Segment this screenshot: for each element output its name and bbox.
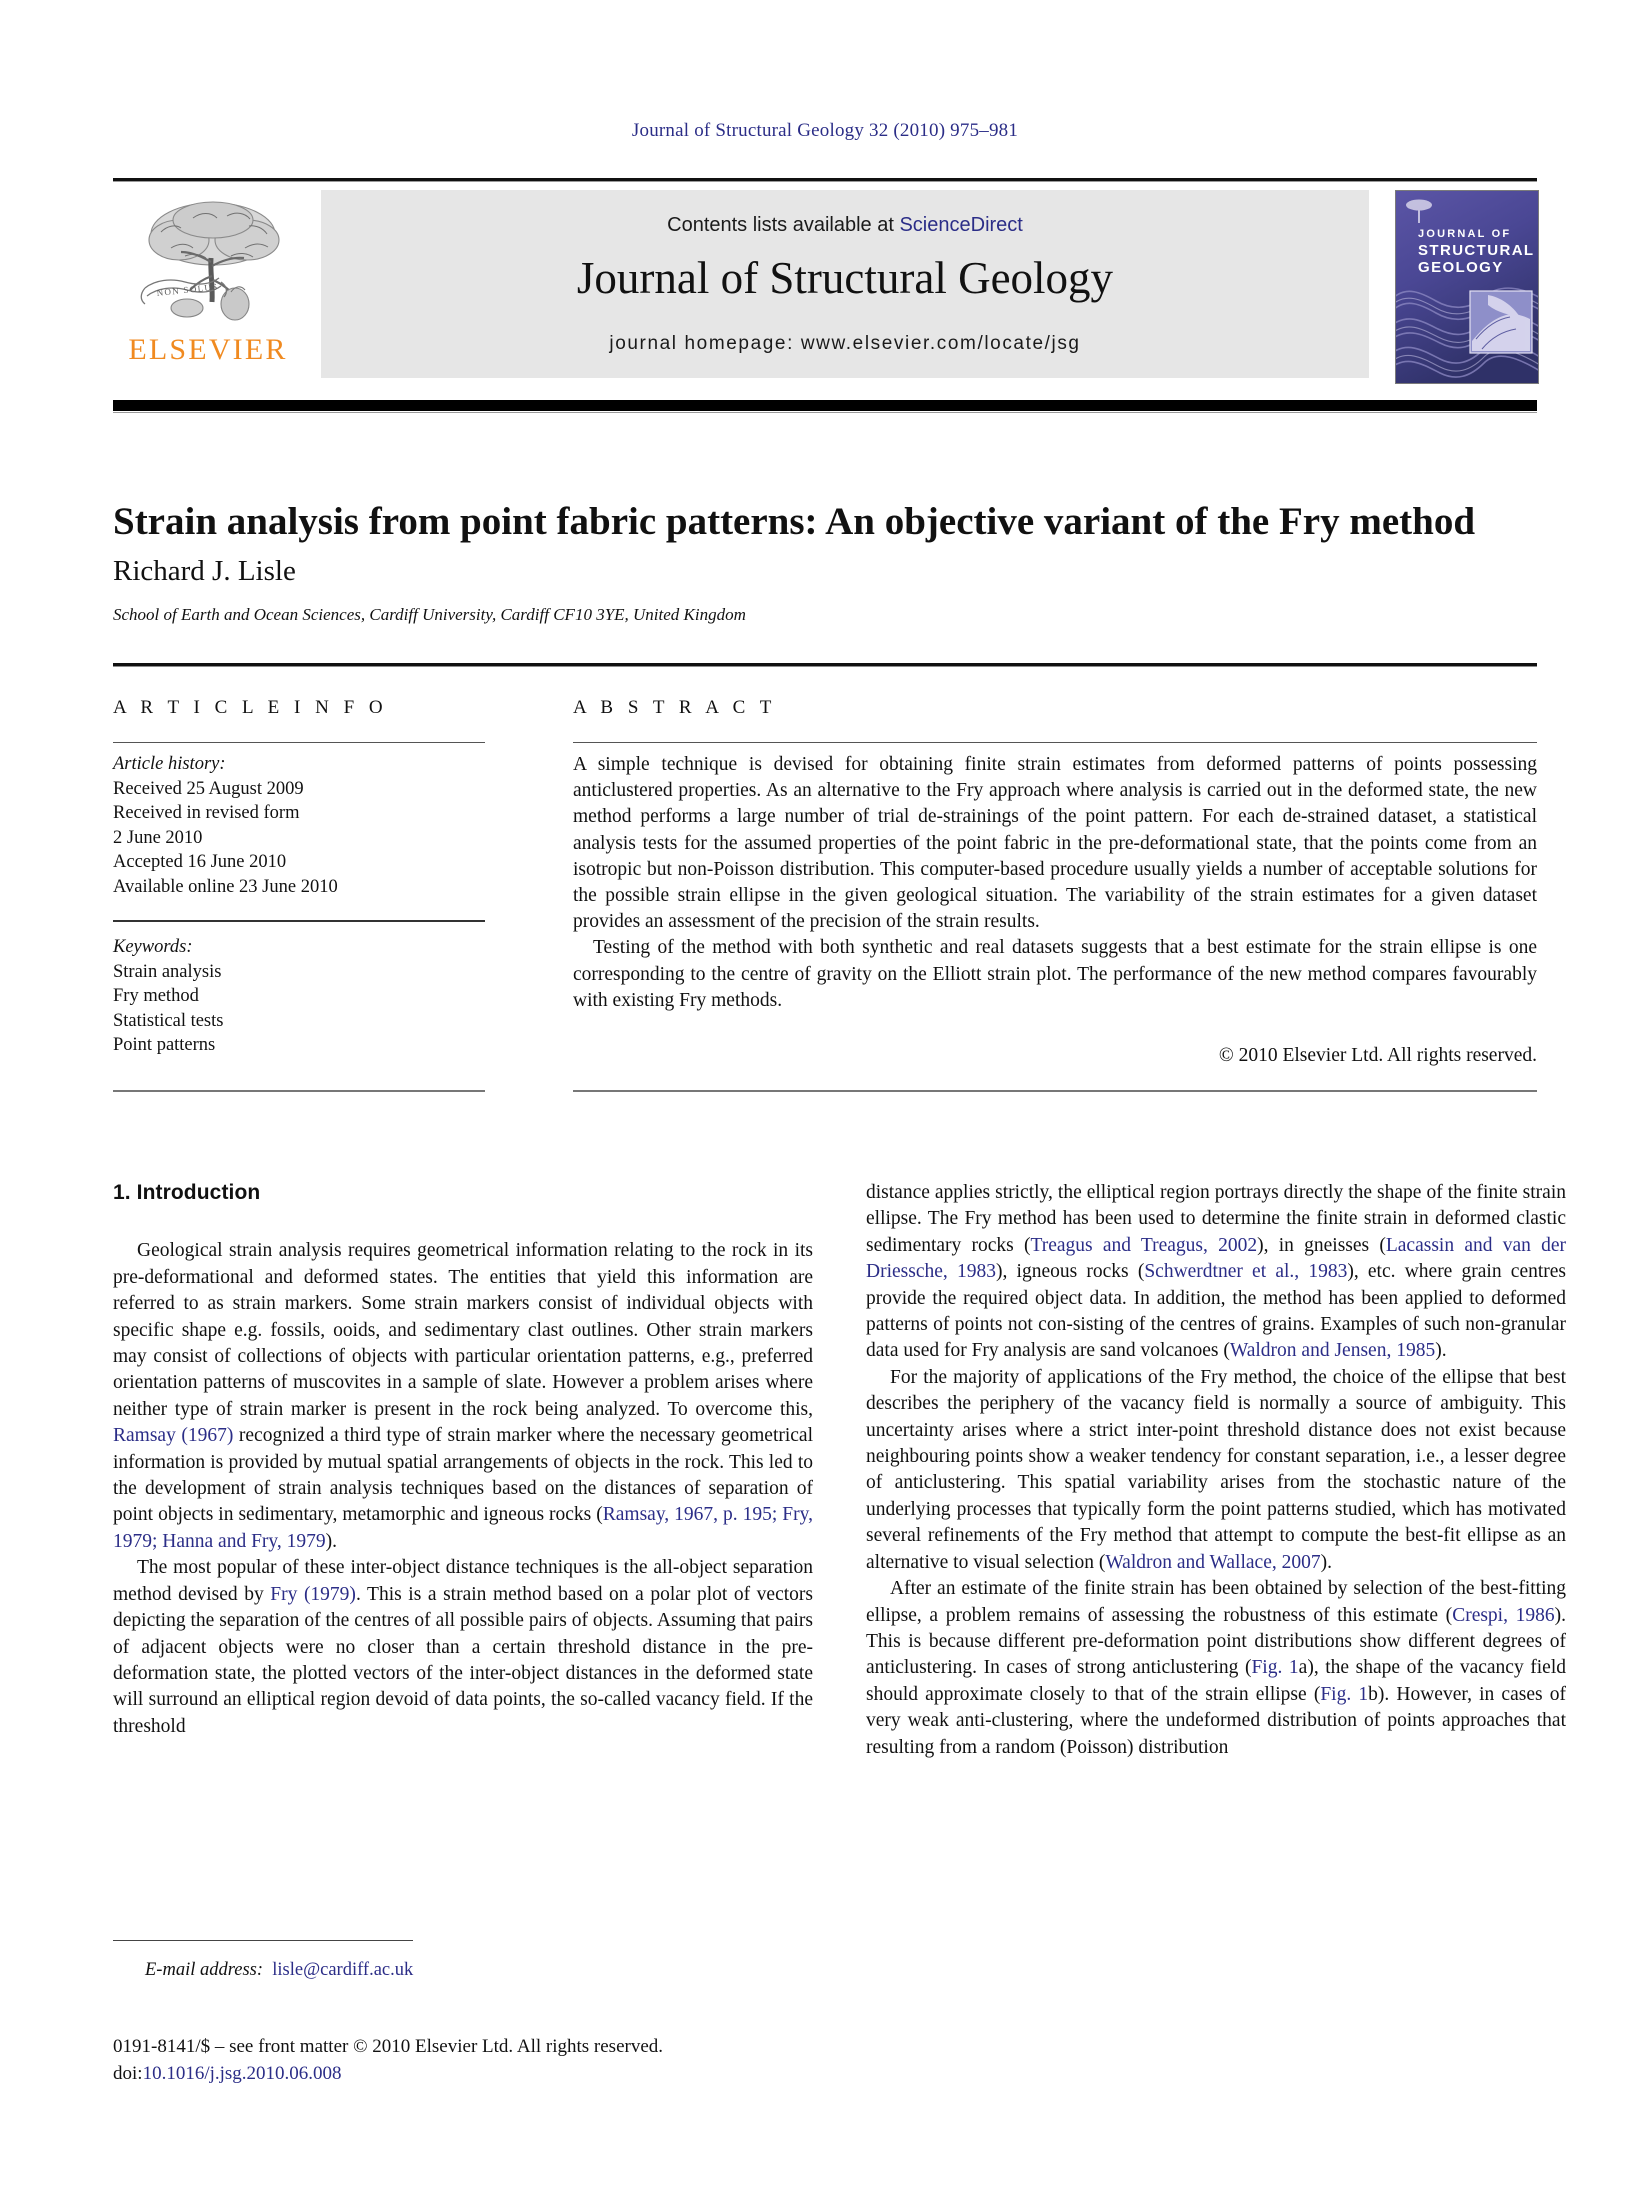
email-footnote [113, 1960, 813, 1981]
abstract-bottom-rule [573, 1090, 1537, 1092]
email-link[interactable]: lisle@cardiff.ac.uk [272, 1960, 414, 1980]
svg-text:NON SOLUS: NON SOLUS [156, 281, 219, 298]
keyword-item: Point patterns [113, 1035, 216, 1055]
header-top-rule [113, 178, 1537, 182]
keywords-block [113, 935, 493, 1058]
author-name: Richard J. Lisle [113, 555, 296, 587]
abstract-paragraph: Testing of the method with both synthetic and real datasets suggests that a best estimate for the strain ellipse is one corresponding to the centre of gravity on the Elliott strain plot. The performance of the new method compares favourably with existing Fry methods. [573, 937, 1537, 1011]
cover-line-2: STRUCTURAL [1418, 242, 1535, 259]
citation-link[interactable]: Fry (1979) [270, 1583, 356, 1605]
citation-link[interactable]: Ramsay, 1967, p. 195; Fry, 1979; Hanna and Fry, 1979 [113, 1504, 814, 1552]
elsevier-logo [113, 190, 303, 390]
contents-prefix: Contents lists available at [667, 214, 900, 236]
journal-header-band [113, 190, 1537, 390]
citation-link[interactable]: Crespi, 1986 [1452, 1604, 1555, 1626]
body-paragraph: After an estimate of the finite strain has been obtained by selection of the best-fitting ellipse, a problem remains of assessing the robustness of this estimate (Crespi, 1986). This is because different pre-deformation point distributions show different degrees of anticlustering. In cases of strong anticlustering (Fig. 1a), the shape of the vacancy field should approximate closely to that of the strain ellipse (Fig. 1b). However, in cases of very weak anti-clustering, where the undeformed distribution of points approaches that resulting from a random (Poisson) distribution [866, 1578, 1567, 1758]
abstract-copyright: © 2010 Elsevier Ltd. All rights reserved. [1218, 1045, 1537, 1066]
citation-link[interactable]: Fig. 1 [1320, 1683, 1369, 1705]
doi-line [113, 2060, 873, 2087]
citation-link[interactable]: Treagus and Treagus, 2002 [1030, 1234, 1258, 1256]
doi-label: doi: [113, 2063, 143, 2084]
citation-link[interactable]: Waldron and Wallace, 2007 [1105, 1551, 1321, 1573]
history-item: Received 25 August 2009 [113, 778, 304, 799]
affiliation: School of Earth and Ocean Sciences, Cardiff University, Cardiff CF10 3YE, United Kingdom [113, 605, 746, 624]
left-column-paragraphs [113, 1238, 813, 1740]
cover-line-3: GEOLOGY [1418, 259, 1504, 276]
issn-line: 0191-8141/$ – see front matter © 2010 Elsevier Ltd. All rights reserved. [113, 2036, 664, 2057]
elsevier-tree-icon [127, 192, 297, 332]
citation-link[interactable]: Schwerdtner et al., 1983 [1144, 1261, 1348, 1283]
abstract-text [573, 752, 1537, 1014]
email-label: E-mail address: [145, 1960, 264, 1980]
keyword-item: Strain analysis [113, 961, 222, 982]
keywords-label: Keywords: [113, 937, 193, 957]
right-column-paragraphs [866, 1180, 1566, 1761]
contents-available-line [321, 214, 1369, 237]
footer-imprint [113, 2033, 873, 2087]
elsevier-wordmark: ELSEVIER [128, 333, 288, 366]
body-paragraph: distance applies strictly, the elliptical region portrays directly the shape of the finite strain ellipse. The Fry method has been used to determine the finite strain in deformed clastic sedimentary rocks (Treagus and Treagus, 2002), in gneisses (Lacassin and van der Driessche, 1983), igneous rocks (Schwerdtner et al., 1983), etc. where grain centres provide the required object data. In addition, the method has been applied to deformed patterns of points not con-sisting of the centres of grains. Examples of such non-granular data used for Fry analysis are sand volcanoes (Waldron and Jensen, 1985). [866, 1182, 1567, 1362]
history-item: Accepted 16 June 2010 [113, 852, 287, 872]
abstract-heading: A B S T R A C T [573, 697, 777, 718]
abstract-paragraph: A simple technique is devised for obtaining finite strain estimates from deformed patterns of points possessing anticlustered properties. As an alternative to the Fry approach where analysis is carried out in the deformed state, the new method performs a large number of trial de-strainings of the point pattern. For each de-strained dataset, a statistical analysis tests for the assumed properties of the point fabric in the pre-deformational state, that the points come from an isotropic but non-Poisson distribution. This computer-based procedure usually yields a number of acceptable solutions for the possible strain ellipse in the given geological situation. The variability of the strain estimates for a given dataset provides an assessment of the precision of the strain results. [573, 754, 1537, 933]
citation-link[interactable]: Fig. 1 [1251, 1657, 1299, 1679]
citation-link[interactable]: Ramsay (1967) [113, 1425, 234, 1447]
header-bottom-bar [113, 400, 1537, 411]
article-history-label: Article history: [113, 754, 226, 774]
history-item: 2 June 2010 [113, 827, 203, 848]
citation-link[interactable]: Lacassin and van der Driessche, 1983 [866, 1234, 1566, 1283]
article-info-bottom-rule [113, 1090, 485, 1092]
body-paragraph: The most popular of these inter-object distance techniques is the all-object separation method devised by Fry (1979). This is a strain method based on a polar plot of vectors depicting the separation of the centres of all possible pairs of objects. Assuming that pairs of adjacent objects were no closer than a certain threshold distance in the pre-deformation state, the plotted vectors of the inter-object distances in the deformed state will surround an elliptical region devoid of data points, the so-called vacancy field. If the threshold [113, 1557, 813, 1737]
journal-homepage-link[interactable]: journal homepage: www.elsevier.com/locate/jsg [609, 333, 1081, 354]
cover-line-1: JOURNAL OF [1418, 228, 1512, 240]
article-info-rule [113, 742, 485, 743]
history-item: Received in revised form [113, 803, 300, 823]
body-column-left [113, 1180, 813, 1740]
sciencedirect-link[interactable]: ScienceDirect [899, 214, 1023, 236]
keyword-item: Fry method [113, 986, 199, 1006]
abstract-top-rule [573, 742, 1537, 743]
article-history [113, 752, 493, 899]
body-column-right [866, 1180, 1566, 1761]
footnote-separator [113, 1940, 413, 1941]
citation-link[interactable]: Waldron and Jensen, 1985 [1229, 1340, 1436, 1362]
body-paragraph: Geological strain analysis requires geometrical information relating to the rock in its pre-deformational and deformed states. The entities that yield this information are referred to as strain markers. Some strain markers consist of individual objects with specific shape e.g. fossils, ooids, and sedimentary clast outlines. Other strain markers may consist of collections of objects with particular orientation patterns, e.g., preferred orientation patterns of muscovites in a sample of slate. However a problem arises where neither type of strain marker is present in the rock being analyzed. To overcome this, Ramsay (1967) recognized a third type of strain marker where the necessary geometrical information is provided by mutual spatial arrangements of objects in the rock. This led to the development of strain analysis techniques based on the distances of separation of point objects in sedimentary, metamorphic and igneous rocks (Ramsay, 1967, p. 195; Fry, 1979; Hanna and Fry, 1979). [113, 1240, 814, 1552]
article-info-heading: A R T I C L E I N F O [113, 697, 388, 718]
running-head: Journal of Structural Geology 32 (2010) 975–981 [631, 120, 1019, 141]
keyword-item: Statistical tests [113, 1010, 224, 1031]
keywords-top-rule [113, 920, 485, 922]
journal-title: Journal of Structural Geology [576, 253, 1114, 303]
contents-box [321, 190, 1369, 378]
journal-cover-thumbnail[interactable] [1395, 190, 1539, 384]
section-heading-introduction: 1. Introduction [113, 1181, 261, 1204]
body-paragraph: For the majority of applications of the Fry method, the choice of the ellipse that best describes the periphery of the vacancy field is normally a source of ambiguity. This uncertainty arises where a strict inter-point threshold distance does not exist because neighbouring points show a weaker tendency for constant separation, i.e., a lesser degree of anticlustering. This spatial variability arises from the stochastic nature of the underlying processes that typically form the point patterns studied, which has motivated several refinements of the Fry method that attempt to compute the best-fit ellipse as an alternative to visual selection (Waldron and Wallace, 2007). [866, 1366, 1566, 1573]
doi-link[interactable]: 10.1016/j.jsg.2010.06.008 [142, 2063, 342, 2084]
page-title: Strain analysis from point fabric patterns: An objective variant of the Fry method [113, 500, 1476, 544]
title-bottom-rule [113, 663, 1537, 667]
history-item: Available online 23 June 2010 [113, 876, 338, 897]
